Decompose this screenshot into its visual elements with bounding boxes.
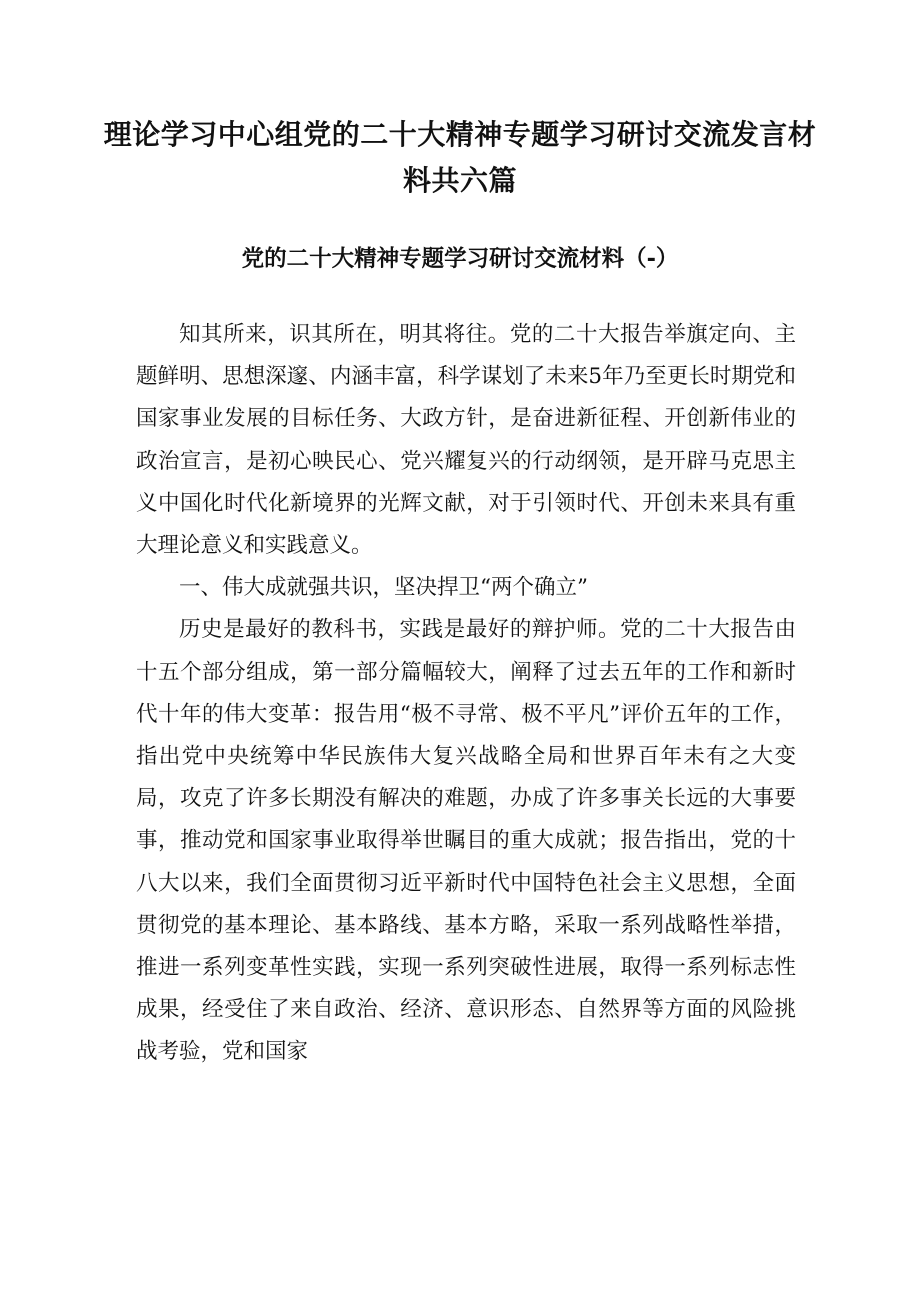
section-title: 党的二十大精神专题学习研讨交流材料（-） (241, 246, 679, 272)
document-title: 理论学习中心组党的二十大精神专题学习研讨交流发言材料共六篇 (103, 118, 817, 197)
paragraph-intro: 知其所来，识其所在，明其将往。党的二十大报告举旗定向、主题鲜明、思想深邃、内涵丰富，科学谋划了未来5年乃至更长时期党和国家事业发展的目标任务、大政方针，是奋进新征程、开创新伟业的政治宣言，是初心映民心、党兴耀复兴的行动纲领，是开辟马克思主义中国化时代化新境界的光辉文献，对于引领时代、开创未来具有重大理论意义和实践意义。 (136, 322, 796, 559)
paragraph-achievements: 历史是最好的教科书，实践是最好的辩护师。党的二十大报告由十五个部分组成，第一部分篇幅较大，阐释了过去五年的工作和新时代十年的伟大变革：报告用“极不寻常、极不平凡”评价五年的工作，指出党中央统筹中华民族伟大复兴战略全局和世界百年未有之大变局，攻克了许多长期没有解决的难题，办成了许多事关长远的大事要事，推动党和国家事业取得举世瞩目的重大成就；报告指出，党的十八大以来，我们全面贯彻习近平新时代中国特色社会主义思想，全面贯彻党的基本理论、基本路线、基本方略，采取一系列战略性举措，推进一系列变革性实践，实现一系列突破性进展，取得一系列标志性成果，经受住了来自政治、经济、意识形态、自然界等方面的风险挑战考验，党和国家 (136, 617, 796, 1065)
body-text (136, 314, 796, 1074)
paragraph-heading-one: 一、伟大成就强共识，坚决捍卫“两个确立” (179, 575, 588, 601)
